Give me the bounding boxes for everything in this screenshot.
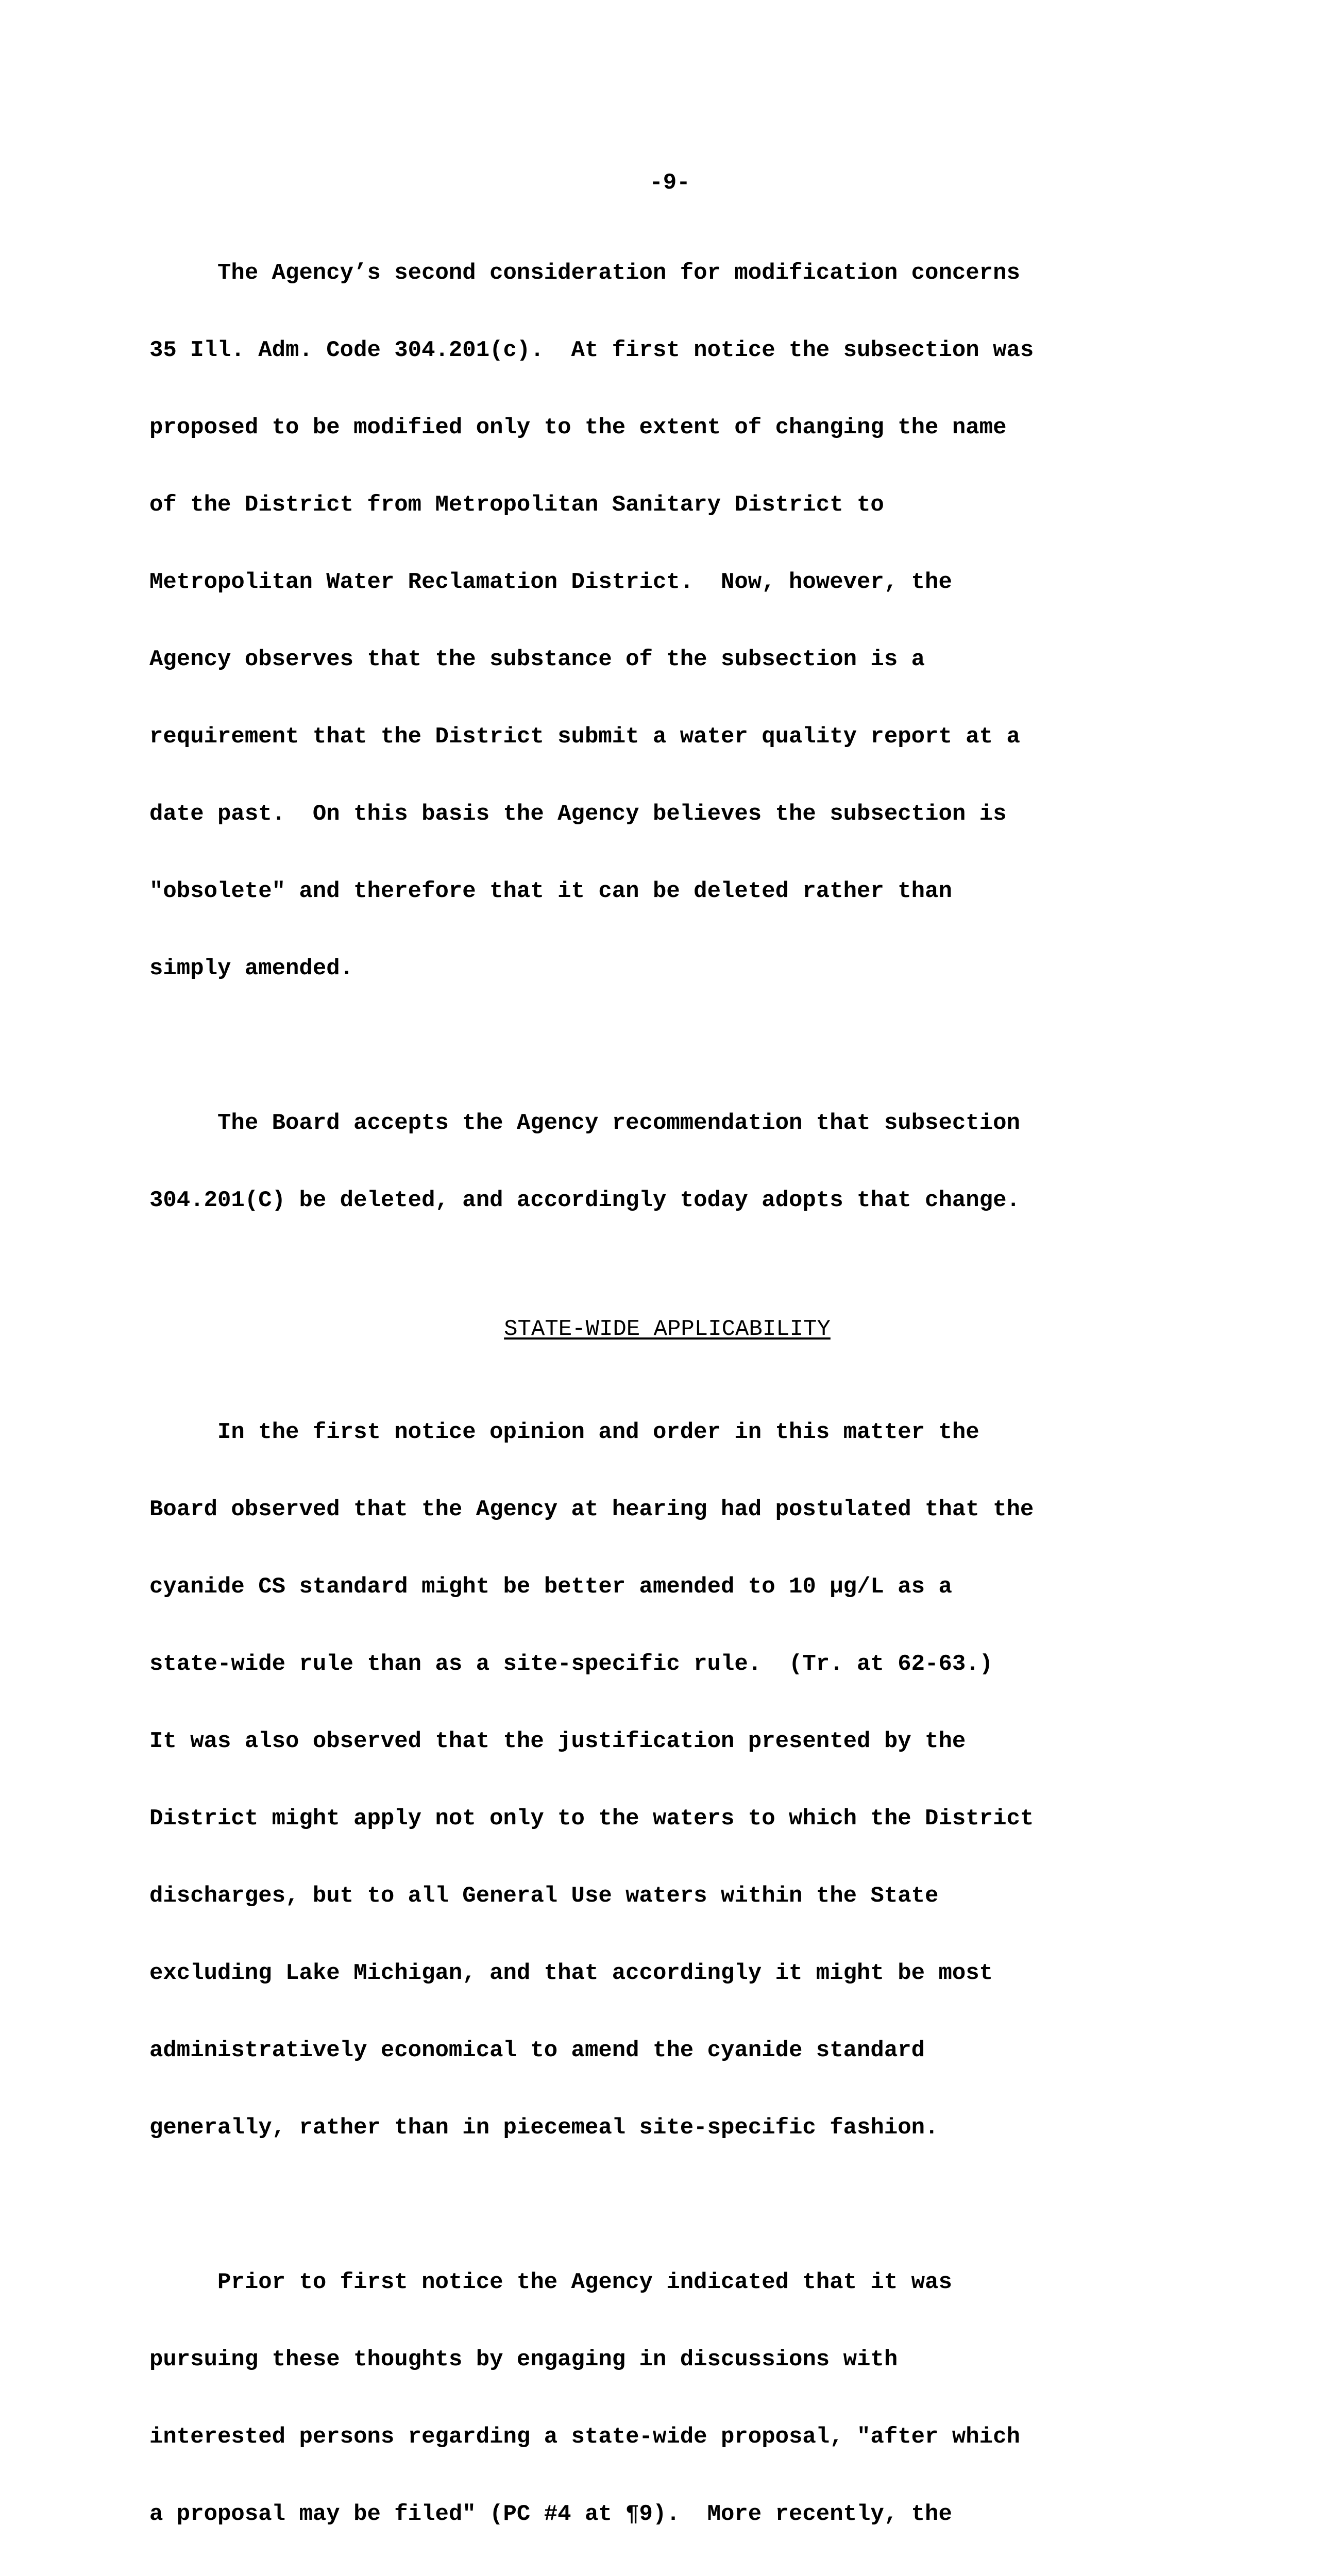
heading-statewide-applicability: STATE-WIDE APPLICABILITY bbox=[504, 1316, 831, 1342]
paragraph-prior-to-first-notice bbox=[149, 2218, 1185, 2576]
paragraph-board-accepts bbox=[149, 1059, 1185, 1265]
text-line: discharges, but to all General Use waters within the State bbox=[149, 1883, 939, 1909]
text-line: of the District from Metropolitan Sanitary District to bbox=[149, 492, 884, 518]
text-line: Metropolitan Water Reclamation District. Now, however, the bbox=[149, 569, 952, 595]
text-line: excluding Lake Michigan, and that accordingly it might be most bbox=[149, 1960, 993, 1986]
text-line: date past. On this basis the Agency believes the subsection is bbox=[149, 801, 1007, 827]
text-line: In the first notice opinion and order in this matter the bbox=[149, 1419, 979, 1445]
text-line: 304.201(C) be deleted, and accordingly today adopts that change. bbox=[149, 1188, 1020, 1213]
text-line: 35 Ill. Adm. Code 304.201(c). At first notice the subsection was bbox=[149, 337, 1034, 363]
text-line: interested persons regarding a state-wide proposal, "after which bbox=[149, 2424, 1020, 2450]
page-number: -9- bbox=[649, 170, 690, 196]
text-line: generally, rather than in piecemeal site-specific fashion. bbox=[149, 2115, 939, 2141]
text-line: administratively economical to amend the cyanide standard bbox=[149, 2038, 925, 2063]
text-line: Board observed that the Agency at hearing had postulated that the bbox=[149, 1497, 1034, 1522]
text-line: cyanide CS standard might be better amended to 10 μg/L as a bbox=[149, 1574, 952, 1600]
text-line: a proposal may be filed" (PC #4 at ¶9). More recently, the bbox=[149, 2501, 952, 2527]
text-line: proposed to be modified only to the extent of changing the name bbox=[149, 415, 1007, 440]
text-line: The Agency’s second consideration for modification concerns bbox=[149, 260, 1020, 286]
paragraph-first-notice bbox=[149, 1368, 1185, 2192]
text-line: Prior to first notice the Agency indicated that it was bbox=[149, 2269, 952, 2295]
text-line: requirement that the District submit a water quality report at a bbox=[149, 724, 1020, 750]
text-line: It was also observed that the justification presented by the bbox=[149, 1728, 966, 1754]
text-line: The Board accepts the Agency recommendation that subsection bbox=[149, 1110, 1020, 1136]
text-line: pursuing these thoughts by engaging in discussions with bbox=[149, 2347, 898, 2372]
text-line: "obsolete" and therefore that it can be deleted rather than bbox=[149, 878, 952, 904]
text-line: simply amended. bbox=[149, 956, 354, 981]
text-line: state-wide rule than as a site-specific rule. (Tr. at 62-63.) bbox=[149, 1651, 993, 1677]
document-page bbox=[149, 170, 1185, 2576]
text-line: Agency observes that the substance of the subsection is a bbox=[149, 647, 925, 672]
text-line: District might apply not only to the waters to which the District bbox=[149, 1806, 1034, 1832]
paragraph-agency-modification bbox=[149, 209, 1185, 1033]
